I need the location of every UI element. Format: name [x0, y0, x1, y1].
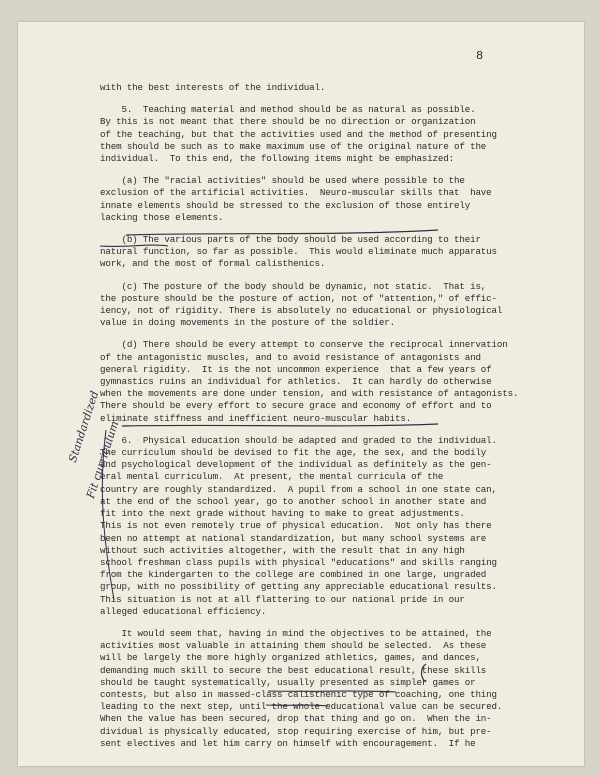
text-line: will be largely the more highly organized athletics, games, and dances, [100, 652, 481, 664]
text-line: 5. Teaching material and method should be as natural as possible. [100, 104, 476, 116]
text-line: By this is not meant that there should be no direction or organization [100, 116, 476, 128]
text-line: (b) The various parts of the body should be used according to their [100, 234, 481, 246]
handwritten-margin-note-line1: Standardized [66, 389, 102, 465]
text-line: leading to the next step, until the whole educational value can be secured. [100, 701, 503, 713]
text-line: country are roughly standardized. A pupil from a school in one state can, [100, 483, 497, 495]
handwritten-underlines [18, 22, 584, 766]
text-line: lacking those elements. [100, 211, 224, 223]
text-line: from the kindergarten to the college are combined in one large, ungraded [100, 569, 487, 581]
text-line: them should be such as to make maximum use of the original nature of the [100, 140, 487, 152]
text-line: the posture should be the posture of action, not of "attention," of effic- [100, 292, 497, 304]
text-line: It would seem that, having in mind the objectives to be attained, the [100, 627, 492, 639]
text-line: when the movements are done under tension, and with resistance of antagonists. [100, 388, 519, 400]
text-line: should be taught systematically, usually presented as simpler games or [100, 676, 476, 688]
margin-bracket [102, 430, 114, 600]
handwritten-margin-note-line2: Fit curriculum [84, 419, 122, 501]
text-line: at the end of the school year, go to another school in another state and [100, 495, 487, 507]
text-line: alleged educational efficiency. [100, 605, 267, 617]
text-line: There should be every effort to secure grace and economy of effort and to [100, 400, 492, 412]
underline-b-line2 [100, 245, 168, 246]
text-line: work, and the most of formal calisthenics. [100, 258, 326, 270]
text-line: group, with no possibility of getting any appreciable educational results. [100, 581, 497, 593]
text-line: of the antagonistic muscles, and to avoid resistance of antagonists and [100, 351, 481, 363]
text-line: (d) There should be every attempt to conserve the reciprocal innervation [100, 339, 508, 351]
text-line: The curriculum should be devised to fit the age, the sex, and the bodily [100, 447, 487, 459]
text-line: school freshman class pupils with physical "educations" and skills ranging [100, 556, 497, 568]
text-line: fit into the next grade without having to make to great adjustments. [100, 508, 465, 520]
text-line: of the teaching, but that the activities used and the method of presenting [100, 128, 497, 140]
text-line: without such activities altogether, with the result that in any high [100, 544, 465, 556]
underline-on-himself [266, 705, 328, 706]
text-line: been no attempt at national standardization, but many school systems are [100, 532, 487, 544]
text-line: iency, not of rigidity. There is absolutely no educational or physiological [100, 305, 503, 317]
text-line: (a) The "racial activities" should be used where possible to the [100, 175, 465, 187]
text-line: demanding much skill to secure the best educational result, these skills [100, 664, 487, 676]
text-line: value in doing movements in the posture of the soldier. [100, 317, 395, 329]
document-page [18, 22, 584, 766]
text-line: When the value has been secured, drop that thing and go on. When the in- [100, 713, 492, 725]
underline-point6 [122, 424, 438, 426]
text-line: This situation is not at all flattering to our national pride in our [100, 593, 465, 605]
underline-stop-requiring [268, 691, 396, 692]
page-number: 8 [476, 49, 484, 63]
text-line: exclusion of the artificial activities. Neuro-muscular skills that have [100, 187, 492, 199]
text-line: gymnastics ruins an individual for athletics. It can hardly do otherwise [100, 376, 492, 388]
text-line: (c) The posture of the body should be dynamic, not static. That is, [100, 280, 487, 292]
text-line: This is not even remotely true of physical education. Not only has there [100, 520, 492, 532]
text-line: and psychological development of the individual as definitely as the gen- [100, 459, 492, 471]
text-line: eliminate stiffness and inefficient neuro-muscular habits. [100, 412, 412, 424]
underline-b-line1 [126, 230, 438, 235]
text-line: dividual is physically educated, stop requiring exercise of him, but pre- [100, 725, 492, 737]
text-line: with the best interests of the individual. [100, 82, 326, 93]
text-line: natural function, so far as possible. This would eliminate much apparatus [100, 246, 497, 258]
text-line: general rigidity. It is the not uncommon experience that a few years of [100, 363, 492, 375]
text-line: 6. Physical education should be adapted and graded to the individual. [100, 434, 497, 446]
paren-mark [422, 664, 427, 682]
text-line: individual. To this end, the following items might be emphasized: [100, 153, 454, 165]
text-line: sent electives and let him carry on himself with encouragement. If he [100, 737, 476, 749]
text-line: contests, but also in massed-class calisthenic type of coaching, one thing [100, 688, 497, 700]
text-line: activities most valuable in attaining them should be selected. As these [100, 640, 487, 652]
text-line: eral mental curriculum. At present, the mental curricula of the [100, 471, 444, 483]
text-line: innate elements should be stressed to the exclusion of those entirely [100, 199, 471, 211]
